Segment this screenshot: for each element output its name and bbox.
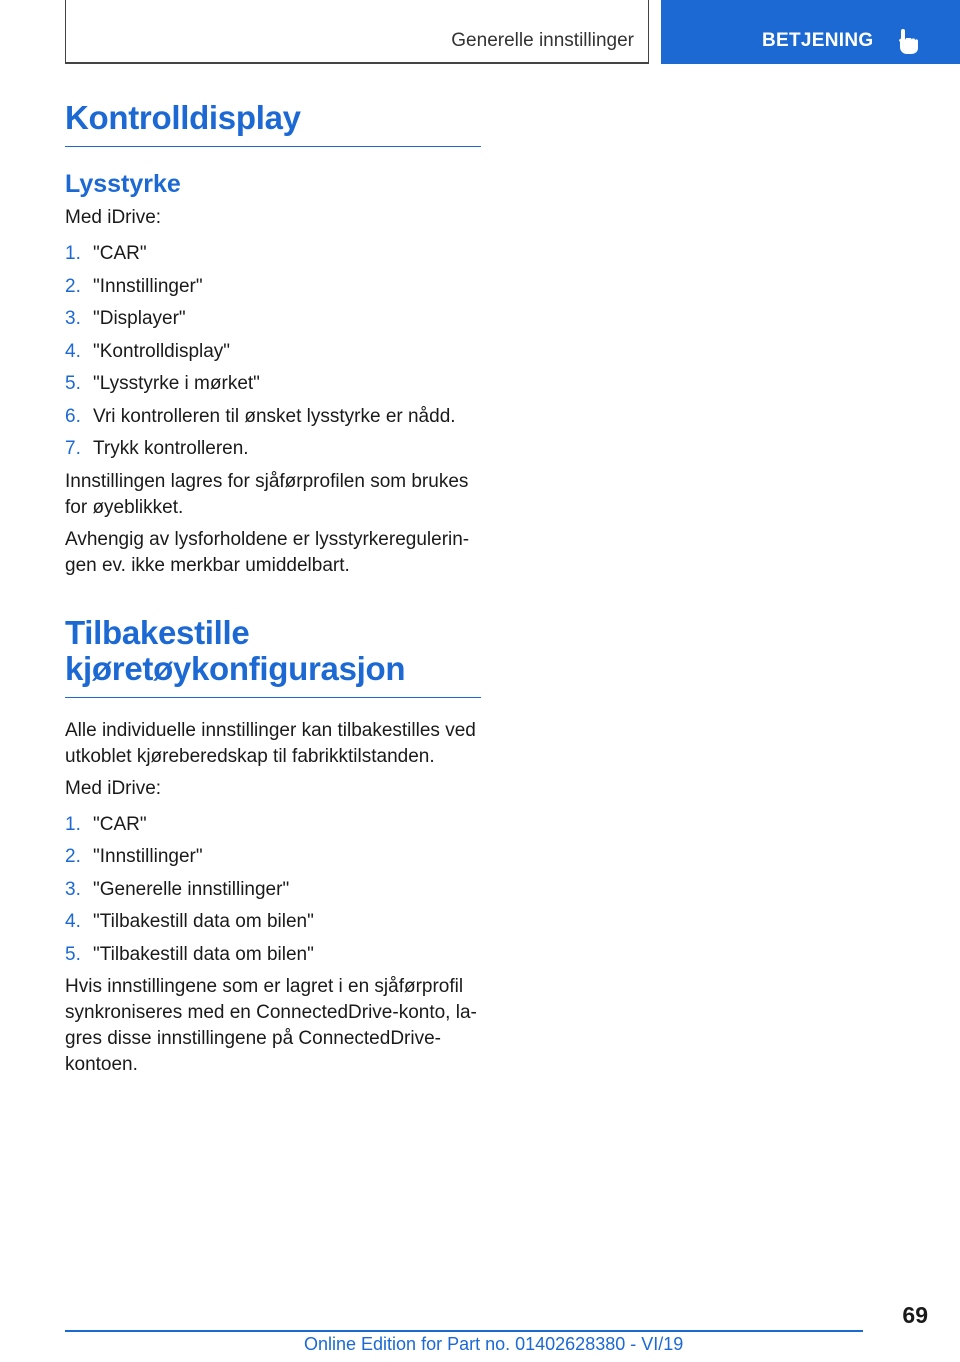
- step-text: "Innstillinger": [93, 275, 203, 297]
- step-text: "Kontrolldisplay": [93, 340, 231, 362]
- list-item: [65, 241, 481, 267]
- list-item: [65, 812, 481, 838]
- list-item: [65, 371, 481, 397]
- list-item: [65, 274, 481, 300]
- step-text: Vri kontrolleren til ønsket lysstyrke er nådd.: [93, 405, 456, 427]
- main-content: [65, 100, 481, 1084]
- step-text: "Tilbakestill data om bilen": [93, 943, 314, 965]
- step-text: "Innstillinger": [93, 846, 203, 867]
- section-title-tilbakestille: Tilbakestille kjøretøykonfigurasjon: [65, 615, 481, 698]
- list-item: [65, 436, 481, 462]
- step-text: "Generelle innstillinger": [93, 878, 290, 900]
- step-number: 2.: [65, 275, 81, 297]
- intro-text: Med iDrive:: [65, 777, 162, 799]
- list-item: [65, 404, 481, 430]
- step-text: "CAR": [93, 813, 147, 835]
- steps-list-tilbakestille: [65, 812, 481, 968]
- note-paragraph: Innstillingen lagres for sjåførprofilen som brukes for øyeblikket.: [65, 470, 469, 518]
- step-number: 1.: [65, 243, 81, 264]
- section-title-kontrolldisplay: Kontrolldisplay: [65, 100, 481, 147]
- intro-text: Med iDrive:: [65, 207, 162, 228]
- step-text: "Tilbakestill data om bilen": [93, 911, 314, 932]
- subsection-title-lysstyrke: Lysstyrke: [65, 170, 181, 198]
- step-number: 4.: [65, 911, 81, 932]
- header-section-box: [65, 0, 649, 64]
- header-chapter-tab: [661, 0, 960, 64]
- steps-list-lysstyrke: [65, 241, 481, 462]
- step-number: 3.: [65, 878, 81, 900]
- list-item: [65, 877, 481, 903]
- footer-divider: [65, 1330, 863, 1332]
- step-number: 6.: [65, 405, 81, 427]
- list-item: [65, 306, 481, 332]
- step-text: "Lysstyrke i mørket": [93, 373, 260, 394]
- list-item: [65, 339, 481, 365]
- header-section-title: Generelle innstillinger: [451, 30, 634, 51]
- list-item: [65, 942, 481, 968]
- list-item: [65, 844, 481, 870]
- footer-edition-text: Online Edition for Part no. 01402628380 - VI/19: [304, 1334, 684, 1354]
- step-number: 7.: [65, 438, 81, 459]
- page-number: 69: [902, 1302, 928, 1328]
- note-paragraph: Hvis innstillingene som er lagret i en sjåførprofil synkroniseres med en ConnectedDrive-konto, la-gres disse innstillingene på ConnectedDrive-kontoen.: [65, 976, 477, 1075]
- step-number: 1.: [65, 813, 81, 835]
- note-paragraph: Avhengig av lysforholdene er lysstyrkeregulerin-gen ev. ikke merkbar umiddelbart.: [65, 528, 470, 576]
- pointing-hand-icon: [896, 27, 920, 55]
- step-number: 3.: [65, 308, 81, 329]
- intro-paragraph: Alle individuelle innstillinger kan tilbakestilles ved utkoblet kjøreberedskap til fabrikktilstanden.: [65, 719, 476, 767]
- step-number: 5.: [65, 943, 81, 965]
- step-number: 5.: [65, 373, 81, 394]
- step-text: "CAR": [93, 243, 147, 264]
- header-chapter-title: BETJENING: [762, 30, 874, 51]
- step-text: "Displayer": [93, 308, 186, 329]
- step-text: Trykk kontrolleren.: [93, 438, 249, 459]
- list-item: [65, 909, 481, 935]
- step-number: 4.: [65, 340, 81, 362]
- step-number: 2.: [65, 846, 81, 867]
